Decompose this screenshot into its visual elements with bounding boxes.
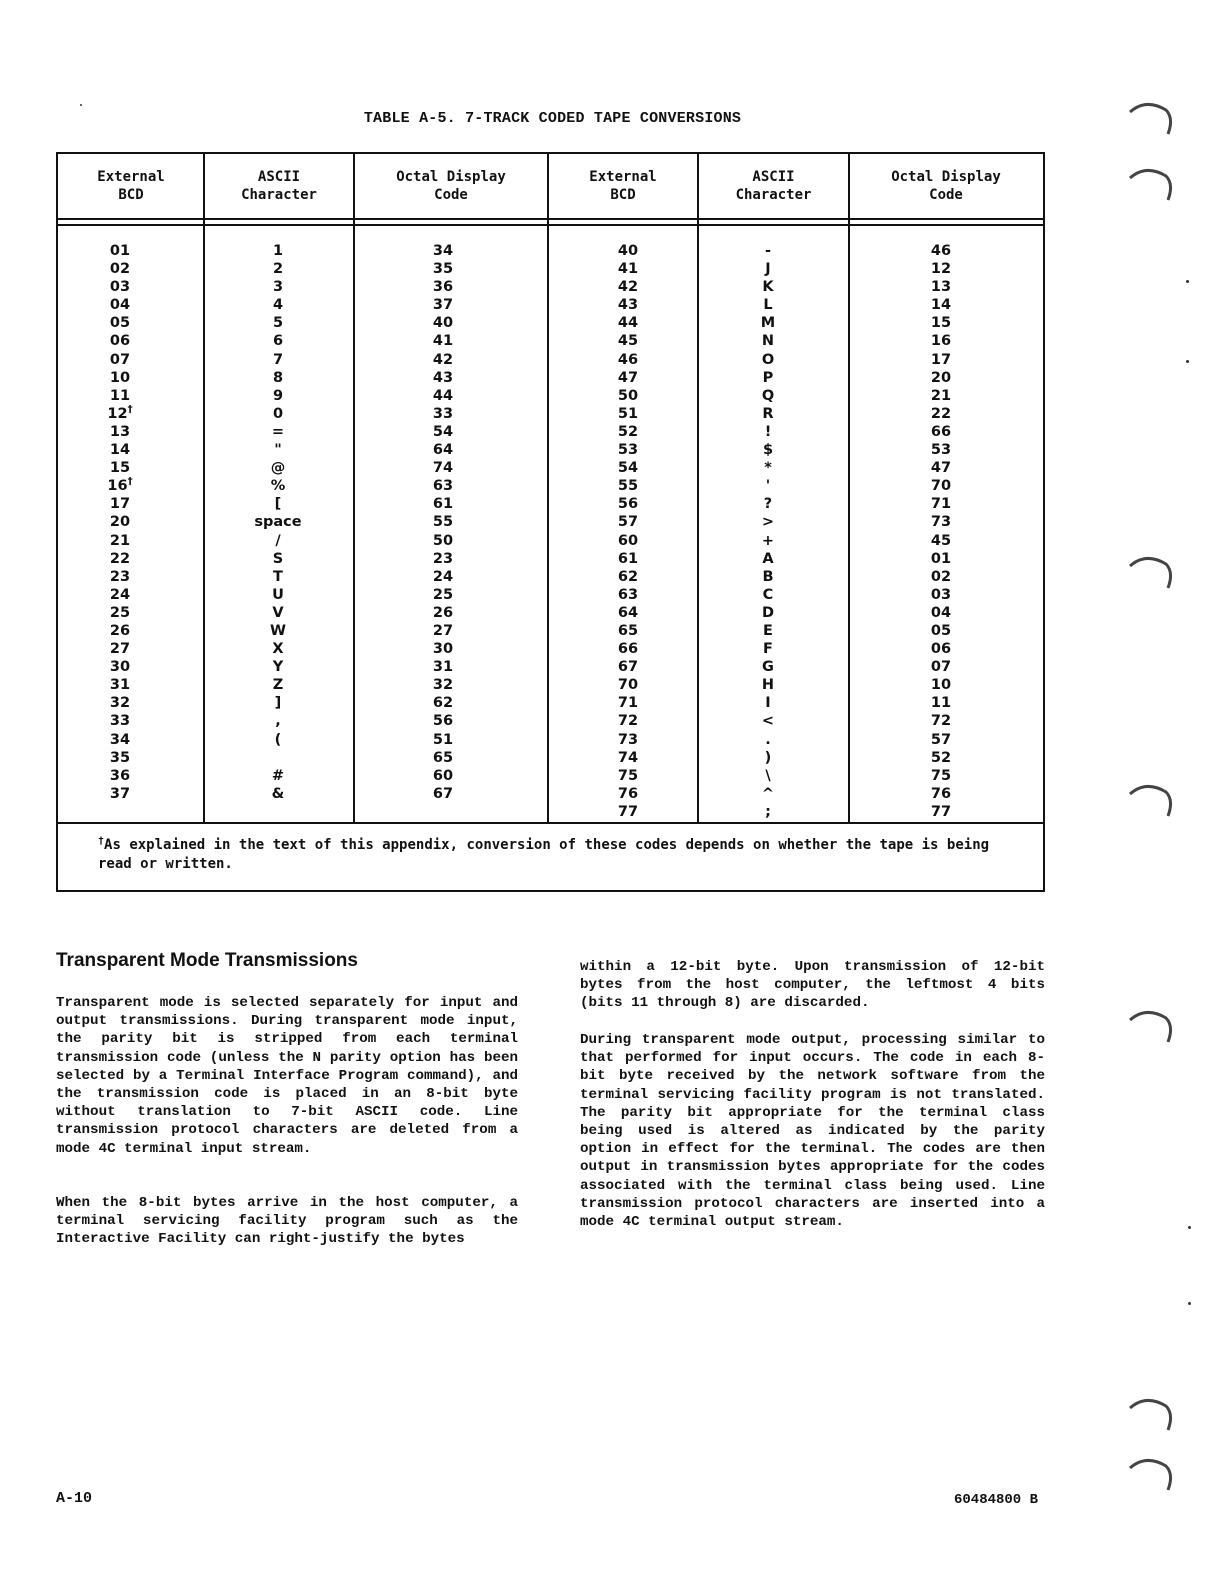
table-cell: 37 (109, 785, 131, 802)
table-cell: # (271, 767, 285, 784)
table-cell: 40 (432, 315, 454, 332)
table-cell: 5 (272, 315, 284, 332)
table-cell: 25 (109, 604, 131, 621)
table-cell: 56 (432, 713, 454, 730)
table-cell: 7 (272, 351, 284, 368)
table-cell: 62 (432, 695, 454, 712)
table-cell: 43 (617, 297, 639, 314)
table-cell: 64 (617, 604, 639, 621)
document-number: 60484800 B (954, 1492, 1039, 1508)
table-cell: 12† (107, 404, 133, 422)
table-cell: 30 (109, 659, 131, 676)
table-cell: 15 (930, 315, 952, 332)
table-header-row (58, 154, 1043, 218)
table-cell: W (270, 622, 286, 639)
table-cell: 55 (617, 478, 639, 495)
section-title: Transparent Mode Transmissions (56, 950, 358, 971)
table-footnote (98, 836, 1008, 874)
table-cell: 61 (617, 550, 639, 567)
table-cell: ^ (761, 785, 775, 802)
table-cell: , (275, 713, 281, 730)
table-cell: 52 (617, 423, 639, 440)
table-cell: 42 (617, 279, 639, 296)
table-cell: 64 (432, 442, 454, 459)
table-cell: 04 (109, 297, 131, 314)
table-cell: B (762, 568, 774, 585)
table-cell: 32 (432, 677, 454, 694)
column-divider (547, 154, 549, 822)
table-cell: ! (764, 423, 772, 440)
table-cell: 9 (272, 387, 284, 404)
table-cell: 62 (617, 568, 639, 585)
dagger-mark: † (127, 404, 133, 416)
table-cell: 41 (432, 333, 454, 350)
table-cell: U (272, 586, 284, 603)
table-cell: 60 (617, 532, 639, 549)
footnote-rule (58, 822, 1043, 824)
table-cell: 47 (617, 369, 639, 386)
table-cell: 23 (109, 568, 131, 585)
table-cell: 12 (930, 261, 952, 278)
table-cell: 22 (109, 550, 131, 567)
table-cell: 24 (432, 568, 454, 585)
table-cell: N (761, 333, 775, 350)
table-cell: 57 (930, 731, 952, 748)
table-cell: 06 (109, 333, 131, 350)
table-cell: 31 (432, 659, 454, 676)
table-cell: 03 (930, 586, 952, 603)
table-cell: 10 (109, 369, 131, 386)
table-cell: % (270, 478, 286, 495)
scan-speck (1186, 280, 1189, 283)
table-cell: 07 (109, 351, 131, 368)
table-cell: J (765, 261, 771, 278)
column-divider (848, 154, 850, 822)
binder-ring-mark (1126, 1002, 1176, 1050)
table-cell: \ (765, 767, 771, 784)
table-cell: 53 (617, 442, 639, 459)
header-octal-display-code-1: Octal Display Code (396, 169, 506, 203)
table-cell: 54 (617, 460, 639, 477)
table-cell: 72 (930, 713, 952, 730)
footnote-text: As explained in the text of this appendix, conversion of these codes depends on whether the tape is being read or written. (98, 837, 990, 872)
table-cell: 75 (930, 767, 952, 784)
table-cell: 46 (930, 243, 952, 259)
table-cell: 26 (432, 604, 454, 621)
table-cell: 76 (617, 785, 639, 802)
binder-ring-mark (1126, 160, 1176, 208)
table-cell: 14 (109, 442, 131, 459)
table-cell: 71 (930, 496, 952, 513)
table-cell: K (762, 279, 774, 296)
table-cell: 36 (432, 279, 454, 296)
table-cell: & (271, 785, 285, 802)
table-cell: 04 (930, 604, 952, 621)
scan-speck (1188, 1302, 1191, 1305)
table-cell: 10 (930, 677, 952, 694)
table-cell: 66 (617, 641, 639, 658)
column-left-octal-display-code (403, 242, 483, 803)
table-cell: 23 (432, 550, 454, 567)
table-cell: 21 (109, 532, 131, 549)
table-cell: 45 (930, 532, 952, 549)
table-cell: 70 (930, 478, 952, 495)
table-cell: 43 (432, 369, 454, 386)
table-cell: 73 (617, 731, 639, 748)
binder-ring-mark (1126, 1390, 1176, 1438)
table-cell: 24 (109, 586, 131, 603)
table-cell: / (275, 532, 281, 549)
paragraph-transparent-mode: Transparent mode is selected separately for input and output transmissions. During transparent mode input, the parity bit is stripped from each terminal transmission code (unless the N parity option has been selected by a Terminal Interface Program command), and the transmission code is placed in an 8-bit byte without translation to 7-bit ASCII code. Line transmission protocol characters are deleted from a mode 4C terminal input stream. (56, 995, 518, 1157)
table-cell: 17 (109, 496, 131, 513)
table-cell: 44 (432, 387, 454, 404)
table-cell: @ (270, 460, 286, 477)
table-cell: 61 (432, 496, 454, 513)
table-cell: 1 (272, 243, 284, 259)
table-cell: 46 (617, 351, 639, 368)
table-cell: 26 (109, 622, 131, 639)
table-cell: ? (763, 496, 773, 513)
table-cell: 07 (930, 659, 952, 676)
table-cell: 05 (930, 622, 952, 639)
table-cell: 50 (432, 532, 454, 549)
column-right-external-bcd (588, 242, 668, 821)
table-cell: + (761, 532, 775, 549)
table-cell: 63 (432, 478, 454, 495)
table-cell: 76 (930, 785, 952, 802)
table-cell: R (762, 405, 774, 422)
table-cell: M (760, 315, 776, 332)
scan-speck (1188, 1226, 1191, 1229)
table-cell: 36 (109, 767, 131, 784)
table-cell: 01 (930, 550, 952, 567)
binder-ring-mark (1126, 1450, 1176, 1498)
table-cell: 35 (432, 261, 454, 278)
table-cell: $ (762, 442, 774, 459)
table-cell: 20 (109, 514, 131, 531)
table-cell: 16† (107, 476, 133, 495)
table-cell: 66 (930, 423, 952, 440)
binder-ring-mark (1126, 548, 1176, 596)
table-cell: H (761, 677, 775, 694)
paragraph-12-bit-byte: within a 12-bit byte. Upon transmission of 12-bit bytes from the host computer, the leftmost 4 bits (bits 11 through 8) are discarded. (580, 959, 1045, 1012)
table-cell: 44 (617, 315, 639, 332)
binder-ring-mark (1126, 94, 1176, 142)
table-cell: - (764, 243, 772, 259)
column-divider (353, 154, 355, 822)
table-cell: 57 (617, 514, 639, 531)
table-cell: 52 (930, 749, 952, 766)
table-cell: 74 (432, 460, 454, 477)
table-cell: space (254, 514, 302, 531)
header-rule (58, 218, 1043, 220)
table-cell: S (272, 550, 284, 567)
table-cell: 33 (432, 405, 454, 422)
table-cell: 51 (432, 731, 454, 748)
table-cell: . (765, 731, 771, 748)
table-cell: 75 (617, 767, 639, 784)
table-cell: 15 (109, 460, 131, 477)
table-cell: 06 (930, 641, 952, 658)
scan-speck (80, 104, 82, 106)
table-cell: E (763, 622, 773, 639)
table-cell: 31 (109, 677, 131, 694)
table-cell: 40 (617, 243, 639, 259)
table-cell: 34 (109, 731, 131, 748)
table-cell: L (763, 297, 773, 314)
table-cell: 65 (432, 749, 454, 766)
table-cell: 45 (617, 333, 639, 350)
table-cell: 32 (109, 695, 131, 712)
conversion-table (56, 152, 1045, 892)
table-cell: 17 (930, 351, 952, 368)
table-cell: 02 (930, 568, 952, 585)
column-left-external-bcd (80, 242, 160, 803)
table-cell: 77 (930, 803, 952, 820)
binder-ring-mark (1126, 776, 1176, 824)
table-cell: 22 (930, 405, 952, 422)
header-external-bcd-2: External BCD (589, 169, 657, 203)
table-cell: 74 (617, 749, 639, 766)
table-cell: 02 (109, 261, 131, 278)
table-cell: 72 (617, 713, 639, 730)
page-number: A-10 (56, 1490, 93, 1507)
paragraph-transparent-output: During transparent mode output, processing similar to that performed for input occurs. The code in each 8-bit byte received by the network software from the terminal servicing facility program is not translated. The parity bit appropriate for the terminal class being used is altered as indicated by the parity option in effect for the terminal. The codes are then output in transmission bytes appropriate for the codes associated with the terminal class being used. Line transmission protocol characters are inserted into a mode 4C terminal output stream. (580, 1032, 1045, 1231)
table-cell: 0 (272, 405, 284, 422)
header-rule-double (58, 224, 1043, 226)
header-ascii-character-2: ASCII Character (735, 169, 812, 203)
table-cell: 67 (432, 785, 454, 802)
table-cell: 4 (272, 297, 284, 314)
table-cell: T (273, 568, 283, 585)
table-cell: ; (765, 803, 771, 820)
dagger-mark: † (98, 835, 105, 847)
table-cell: 65 (617, 622, 639, 639)
header-ascii-character-1: ASCII Character (241, 169, 317, 203)
table-cell: 34 (432, 243, 454, 259)
table-cell: 54 (432, 423, 454, 440)
column-left-ascii-character (238, 242, 318, 803)
table-cell: 63 (617, 586, 639, 603)
paragraph-host-computer: When the 8-bit bytes arrive in the host computer, a terminal servicing facility program such as the Interactive Facility can right-justify the bytes (56, 1195, 518, 1248)
table-cell: D (761, 604, 775, 621)
table-cell: 13 (930, 279, 952, 296)
table-cell: = (271, 423, 285, 440)
table-cell: 11 (930, 695, 952, 712)
column-divider (697, 154, 699, 822)
table-cell: 53 (930, 442, 952, 459)
table-cell: 2 (272, 261, 284, 278)
table-cell: 55 (432, 514, 454, 531)
table-cell: I (765, 695, 771, 712)
table-cell: 25 (432, 586, 454, 603)
table-cell: 70 (617, 677, 639, 694)
table-cell: F (763, 641, 773, 658)
table-cell: 01 (109, 243, 131, 259)
table-cell: ' (765, 478, 771, 495)
table-cell: 27 (432, 622, 454, 639)
table-cell: 71 (617, 695, 639, 712)
table-cell: 27 (109, 641, 131, 658)
table-cell: 50 (617, 387, 639, 404)
table-cell: < (761, 713, 775, 730)
table-cell: 21 (930, 387, 952, 404)
dagger-mark: † (127, 476, 133, 488)
table-cell: Y (272, 659, 284, 676)
table-cell: 73 (930, 514, 952, 531)
table-cell: 35 (109, 749, 131, 766)
table-cell: 05 (109, 315, 131, 332)
table-cell: 33 (109, 713, 131, 730)
table-cell: P (762, 369, 774, 386)
table-cell: 11 (109, 387, 131, 404)
table-cell: C (762, 586, 774, 603)
table-cell: 6 (272, 333, 284, 350)
table-cell: " (274, 442, 282, 459)
table-cell: ) (764, 749, 772, 766)
table-cell: X (272, 641, 284, 658)
table-cell: 13 (109, 423, 131, 440)
table-caption: TABLE A-5. 7-TRACK CODED TAPE CONVERSIONS (363, 110, 742, 127)
scan-speck (1186, 360, 1189, 363)
table-cell: V (272, 604, 284, 621)
table-cell: 37 (432, 297, 454, 314)
table-cell: A (762, 550, 774, 567)
table-cell: 03 (109, 279, 131, 296)
table-cell: ] (274, 695, 282, 712)
table-cell: 47 (930, 460, 952, 477)
table-cell: G (762, 659, 774, 676)
table-cell: 67 (617, 659, 639, 676)
table-cell: 60 (432, 767, 454, 784)
header-octal-display-code-2: Octal Display Code (891, 169, 1001, 203)
table-cell: 51 (617, 405, 639, 422)
table-cell: O (761, 351, 775, 368)
table-cell: Q (761, 387, 775, 404)
table-cell: > (761, 514, 775, 531)
table-cell: 30 (432, 641, 454, 658)
table-cell: 77 (617, 803, 639, 820)
table-cell: Z (272, 677, 284, 694)
table-cell (238, 749, 318, 767)
table-cell: 3 (272, 279, 284, 296)
table-cell: 14 (930, 297, 952, 314)
header-external-bcd-1: External BCD (97, 169, 165, 203)
table-cell: 56 (617, 496, 639, 513)
table-cell: * (764, 460, 772, 477)
column-right-octal-display-code (901, 242, 981, 821)
table-cell: 42 (432, 351, 454, 368)
column-right-ascii-character (728, 242, 808, 821)
table-cell: 20 (930, 369, 952, 386)
table-cell: 8 (272, 369, 284, 386)
table-cell: [ (274, 496, 282, 513)
table-cell: 41 (617, 261, 639, 278)
table-cell: 16 (930, 333, 952, 350)
table-cell: ( (274, 731, 282, 748)
column-divider (203, 154, 205, 822)
